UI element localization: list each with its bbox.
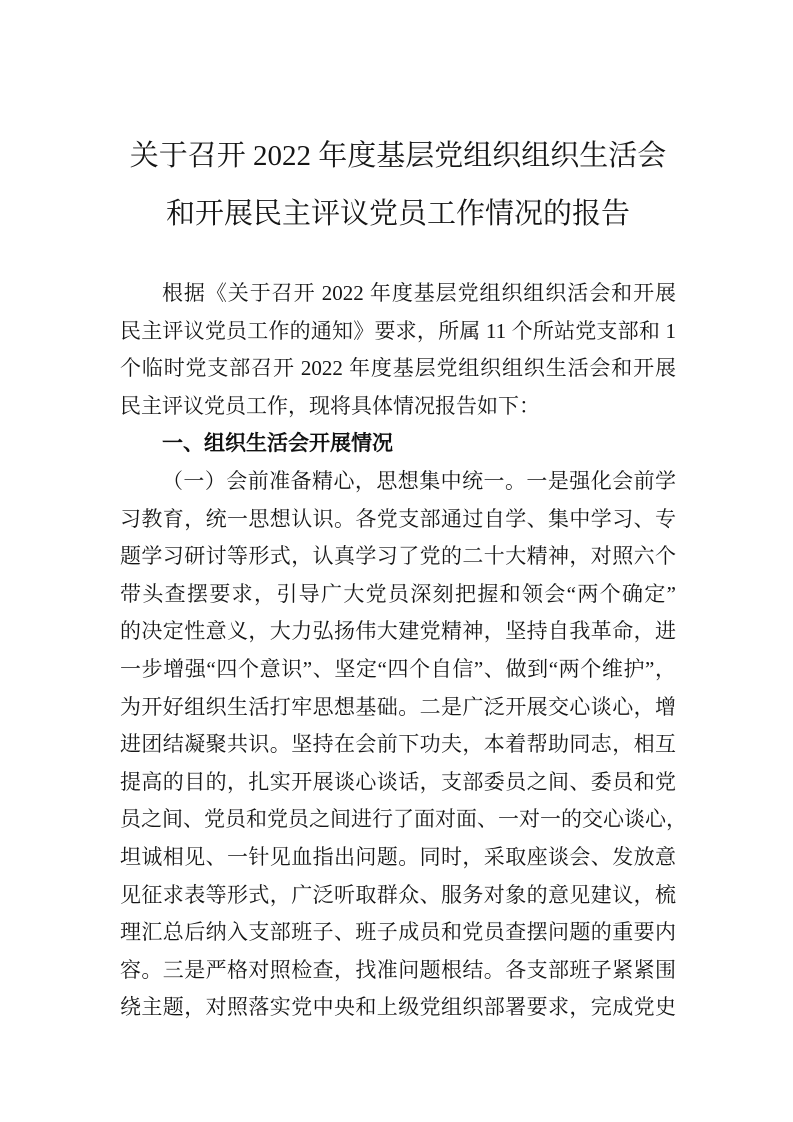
section-heading: [120, 425, 676, 463]
paragraph-line: 坦诚相见、一针见血指出问题。同时，采取座谈会、发放意: [120, 844, 676, 869]
paragraph: [120, 463, 687, 1027]
paragraph-line: 见征求表等形式，广泛听取群众、服务对象的意见建议，梳: [120, 882, 676, 907]
paragraph-line: （一）会前准备精心，思想集中统一。一是强化会前学: [162, 468, 676, 493]
paragraph-line: 提高的目的，扎实开展谈心谈话，支部委员之间、委员和党: [120, 769, 676, 794]
paragraph-line: 绕主题，对照落实党中央和上级党组织部署要求，完成党史: [120, 995, 676, 1020]
paragraph-line: 民主评议党员工作，现将具体情况报告如下：: [120, 393, 540, 418]
paragraph-line: 进团结凝聚共识。坚持在会前下功夫，本着帮助同志，相互: [120, 732, 676, 757]
paragraph-line: 习教育，统一思想认识。各党支部通过自学、集中学习、专: [120, 506, 676, 531]
paragraph-line: 理汇总后纳入支部班子、班子成员和党员查摆问题的重要内: [120, 920, 676, 945]
document-title-line-1: 关于召开 2022 年度基层党组织组织生活会: [129, 140, 667, 172]
paragraph-line: 一步增强“四个意识”、坚定“四个自信”、做到“两个维护”，: [120, 656, 676, 681]
paragraph-line: 的决定性意义，大力弘扬伟大建党精神，坚持自我革命，进: [120, 619, 676, 644]
paragraph-line: 带头查摆要求，引导广大党员深刻把握和领会“两个确定”: [120, 581, 676, 606]
paragraph: [120, 275, 676, 425]
paragraph-line: 题学习研讨等形式，认真学习了党的二十大精神，对照六个: [120, 544, 676, 569]
document-title-line-2: 和开展民主评议党员工作情况的报告: [165, 198, 630, 230]
paragraph-line: 为开好组织生活打牢思想基础。二是广泛开展交心谈心，增: [120, 694, 676, 719]
document-body: [120, 275, 687, 1027]
document-title: [120, 127, 676, 243]
paragraph-line: 员之间、党员和党员之间进行了面对面、一对一的交心谈心，: [120, 807, 687, 832]
heading-line: 一、组织生活会开展情况: [162, 432, 393, 456]
paragraph-line: 根据《关于召开 2022 年度基层党组织组织活会和开展: [162, 281, 676, 305]
paragraph-line: 民主评议党员工作的通知》要求，所属 11 个所站党支部和 1: [120, 318, 676, 343]
paragraph-line: 容。三是严格对照检查，找准问题根结。各支部班子紧紧围: [120, 957, 676, 982]
paragraph-line: 个临时党支部召开 2022 年度基层党组织组织生活会和开展: [120, 356, 676, 381]
